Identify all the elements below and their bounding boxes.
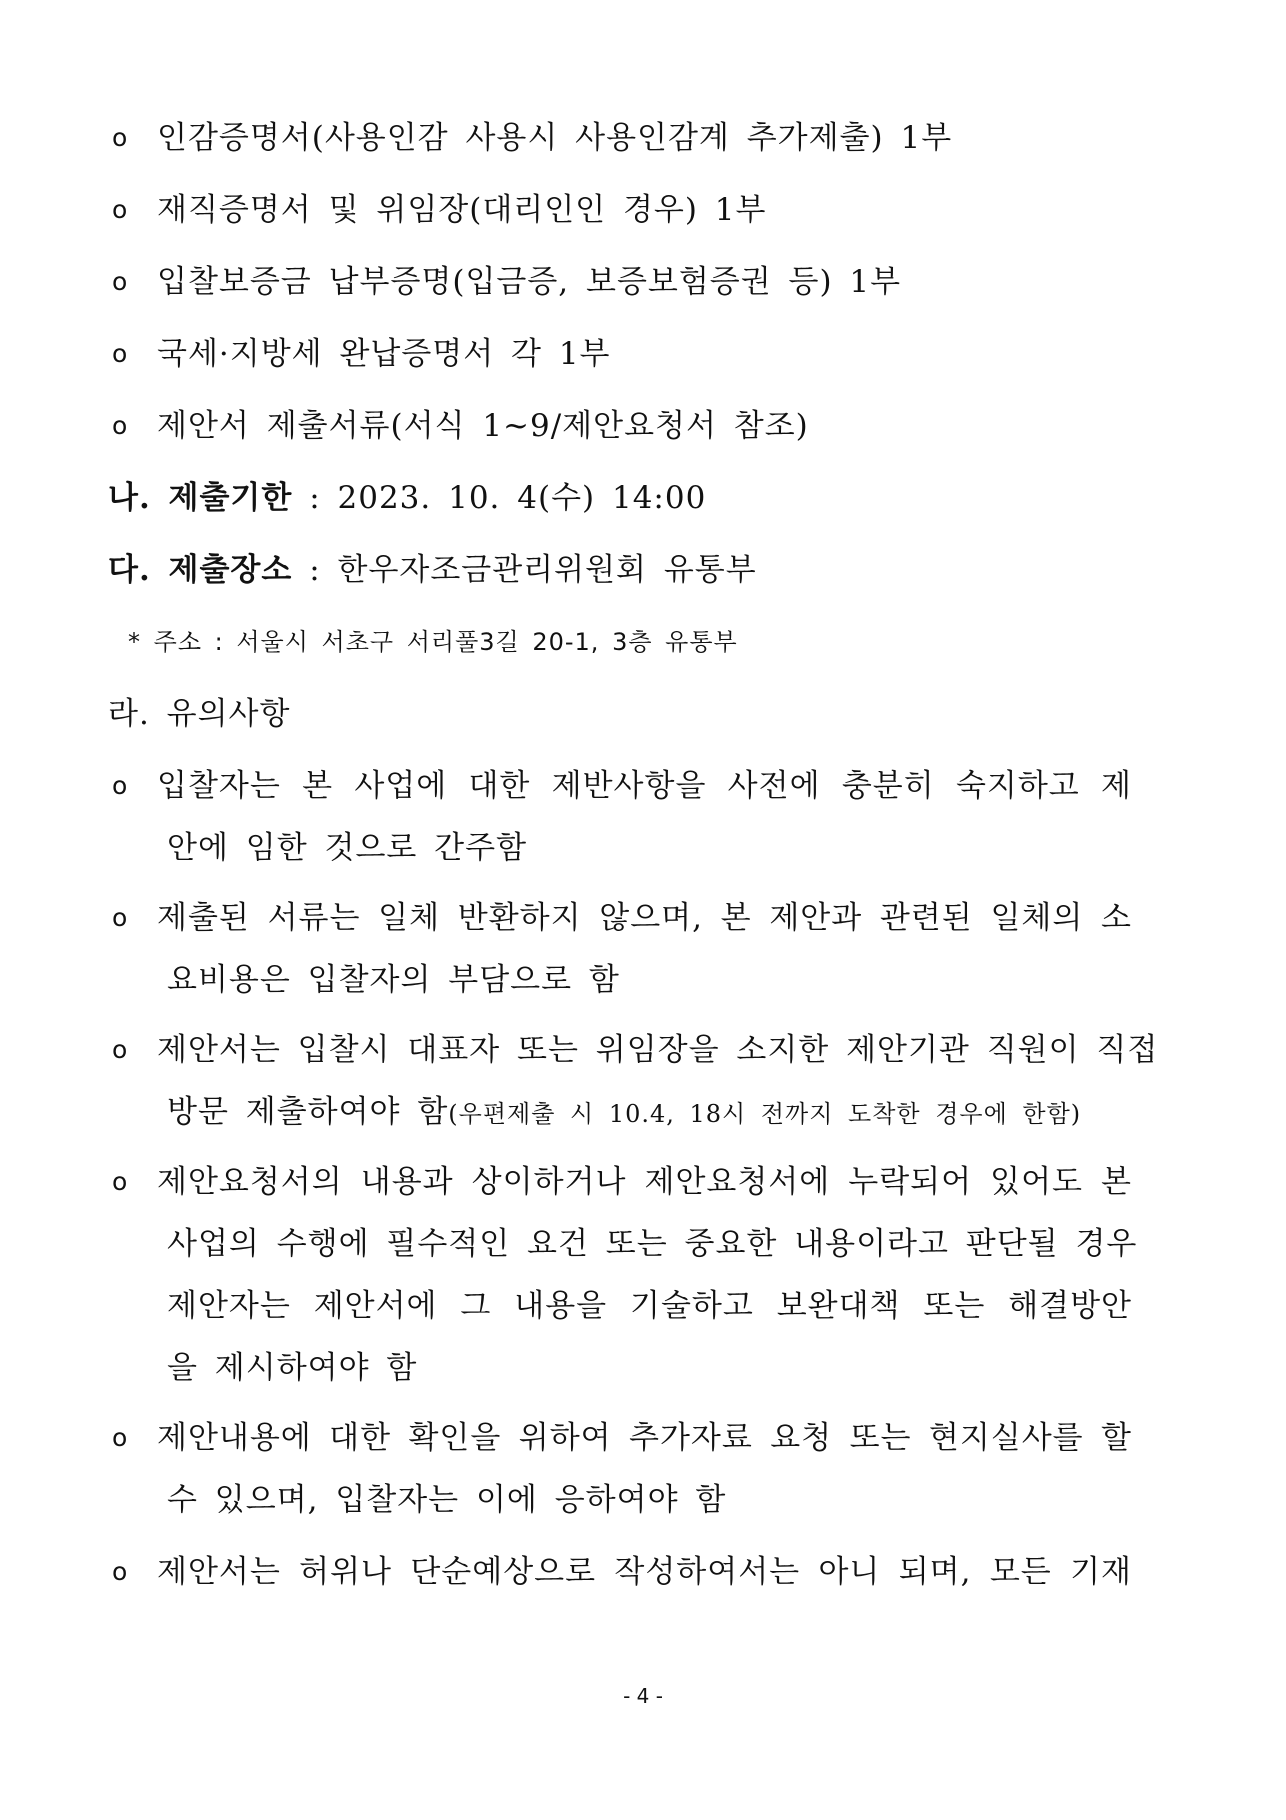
list-item-text: 국세·지방세 완납증명서 각 1부 — [157, 336, 611, 372]
bullet-icon: o — [112, 267, 129, 296]
bullet-icon: o — [112, 903, 129, 932]
bullet-icon: o — [112, 411, 129, 440]
note-line: 요비용은 입찰자의 부담으로 함 — [167, 962, 620, 998]
place-heading — [108, 550, 757, 590]
note-line: 제안내용에 대한 확인을 위하여 추가자료 요청 또는 현지실사를 할 — [157, 1420, 1132, 1456]
note-line: 제안서는 허위나 단순예상으로 작성하여서는 아니 되며, 모든 기재 — [157, 1554, 1132, 1590]
list-item-text: 입찰보증금 납부증명(입금증, 보증보험증권 등) 1부 — [157, 264, 902, 300]
note-line: 제출된 서류는 일체 반환하지 않으며, 본 제안과 관련된 일체의 소 — [157, 900, 1132, 936]
list-item-text: 제안서 제출서류(서식 1~9/제안요청서 참조) — [157, 408, 809, 444]
deadline-label: 나. 제출기한 — [108, 480, 293, 516]
page-number: - 4 - — [623, 1684, 663, 1708]
bullet-icon: o — [112, 195, 129, 224]
list-item-text: 재직증명서 및 위임장(대리인인 경우) 1부 — [157, 192, 767, 228]
notes-section-title: 라. 유의사항 — [108, 696, 291, 732]
bullet-icon: o — [112, 1167, 129, 1196]
note-line: 제안자는 제안서에 그 내용을 기술하고 보완대책 또는 해결방안 — [167, 1288, 1132, 1324]
bullet-icon: o — [112, 123, 129, 152]
list-item-text: 인감증명서(사용인감 사용시 사용인감계 추가제출) 1부 — [157, 120, 953, 156]
note-continuation-text — [167, 1092, 1081, 1134]
place-separator: : — [309, 552, 321, 588]
note-line: 입찰자는 본 사업에 대한 제반사항을 사전에 충분히 숙지하고 제 — [157, 768, 1132, 804]
deadline-separator: : — [309, 480, 321, 516]
note-line: 제안요청서의 내용과 상이하거나 제안요청서에 누락되어 있어도 본 — [157, 1164, 1132, 1200]
note-line: 제안서는 입찰시 대표자 또는 위임장을 소지한 제안기관 직원이 직접 — [157, 1032, 1159, 1068]
bullet-icon: o — [112, 339, 129, 368]
note-line: 안에 임한 것으로 간주함 — [167, 830, 528, 866]
note-line: 을 제시하여야 함 — [167, 1350, 418, 1386]
note-line: 방문 제출하여야 함 — [167, 1094, 449, 1130]
deadline-value: 2023. 10. 4(수) 14:00 — [337, 480, 707, 516]
bullet-icon: o — [112, 1035, 129, 1064]
note-line: 수 있으며, 입찰자는 이에 응하여야 함 — [167, 1482, 727, 1518]
deadline-heading — [108, 478, 706, 518]
bullet-icon: o — [112, 1423, 129, 1452]
address-note: * 주소 : 서울시 서초구 서리풀3길 20-1, 3층 유통부 — [128, 628, 738, 656]
bullet-icon: o — [112, 771, 129, 800]
place-label: 다. 제출장소 — [108, 552, 293, 588]
bullet-icon: o — [112, 1557, 129, 1586]
note-line: 사업의 수행에 필수적인 요건 또는 중요한 내용이라고 판단될 경우 — [167, 1226, 1138, 1262]
place-value: 한우자조금관리위원회 유통부 — [337, 552, 757, 588]
note-small-suffix: (우편제출 시 10.4, 18시 전까지 도착한 경우에 한함) — [448, 1100, 1082, 1128]
